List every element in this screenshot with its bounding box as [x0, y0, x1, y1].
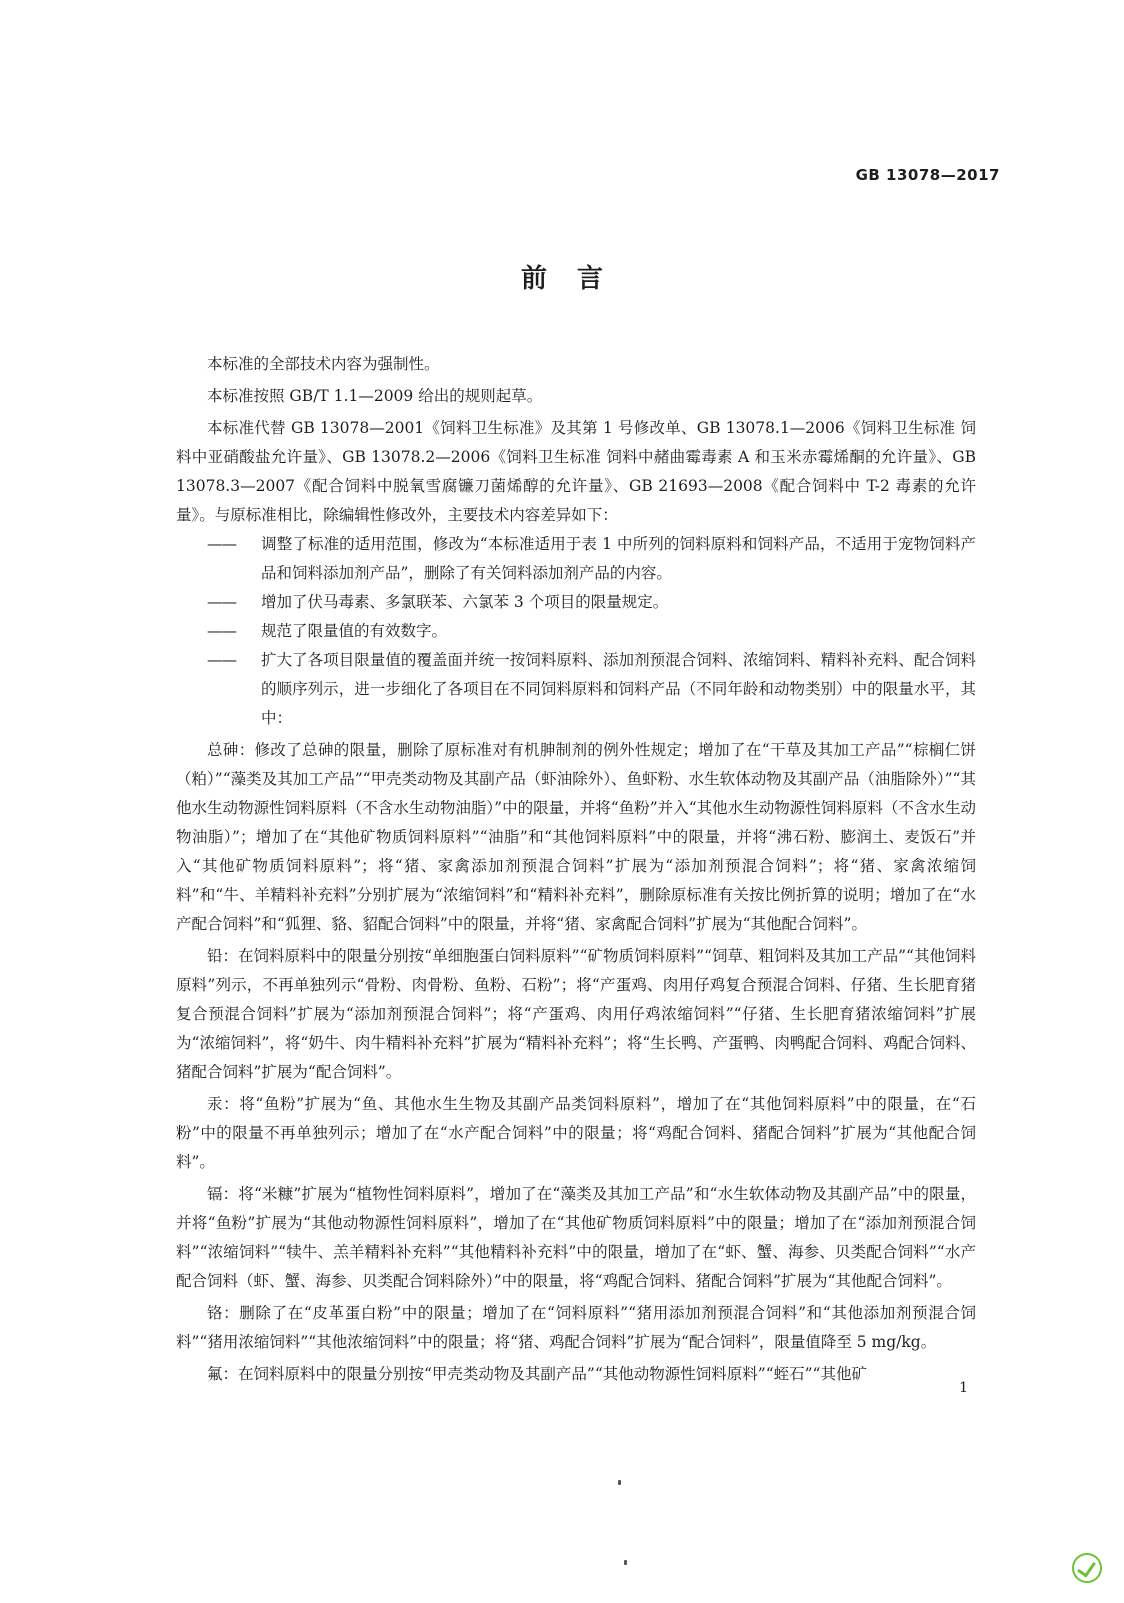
- list-marker: ——: [207, 622, 236, 640]
- watermark-logo-icon: [1072, 1553, 1102, 1583]
- detail-paragraph-arsenic: 总砷：修改了总砷的限量，删除了原标准对有机胂制剂的例外性规定；增加了在“干草及其加工产品”“棕榈仁饼（粕）”“藻类及其加工产品”“甲壳类动物及其副产品（虾油除外）、鱼虾粉、水生软体动物及其副产品（油脂除外）”“其他水生动物源性饲料原料（不含水生动物油脂）”中的限量，并将“鱼粉”并入“其他水生动物源性饲料原料（不含水生动物油脂）”；增加了在“其他矿物质饲料原料”“油脂”和“其他饲料原料”中的限量，并将“沸石粉、膨润土、麦饭石”并入“其他矿物质饲料原料”；将“猪、家禽添加剂预混合饲料”扩展为“添加剂预混合饲料”；将“猪、家禽浓缩饲料”和“牛、羊精料补充料”分别扩展为“浓缩饲料”和“精料补充料”，删除原标准有关按比例折算的说明；增加了在“水产配合饲料”和“狐狸、貉、貂配合饲料”中的限量，并将“猪、家禽配合饲料”扩展为“其他配合饲料”。: [176, 741, 976, 933]
- standard-number: GB 13078—2017: [855, 166, 1000, 184]
- list-item-text: 调整了标准的适用范围，修改为“本标准适用于表 1 中所列的饲料原料和饲料产品，不适用于宠物饲料产品和饲料添加剂产品”，删除了有关饲料添加剂产品的内容。: [261, 535, 976, 582]
- detail-paragraph-mercury: 汞：将“鱼粉”扩展为“鱼、其他水生生物及其副产品类饲料原料”，增加了在“其他饲料原料”中的限量，在“石粉”中的限量不再单独列示；增加了在“水产配合饲料”中的限量；将“鸡配合饲料、猪配合饲料”扩展为“其他配合饲料”。: [176, 1095, 976, 1171]
- list-item: [207, 530, 976, 588]
- scan-speck: [624, 1560, 627, 1565]
- detail-paragraph-chromium: 铬：删除了在“皮革蛋白粉”中的限量；增加了在“饲料原料”“猪用添加剂预混合饲料”和“其他添加剂预混合饲料”“猪用浓缩饲料”“其他浓缩饲料”中的限量；将“猪、鸡配合饲料”扩展为“配合饲料”，限量值降至 5 mg/kg。: [176, 1304, 976, 1351]
- list-item: [207, 617, 976, 646]
- page-number: 1: [959, 1380, 968, 1396]
- list-marker: ——: [207, 593, 236, 611]
- document-body: [176, 350, 976, 1389]
- list-item-text: 扩大了各项目限量值的覆盖面并统一按饲料原料、添加剂预混合饲料、浓缩饲料、精料补充料、配合饲料的顺序列示，进一步细化了各项目在不同饲料原料和饲料产品（不同年龄和动物类别）中的限量水平，其中：: [261, 651, 976, 727]
- page-title: 前言: [520, 264, 633, 294]
- list-marker: ——: [207, 651, 236, 669]
- detail-paragraph-lead: 铅：在饲料原料中的限量分别按“单细胞蛋白饲料原料”“矿物质饲料原料”“饲草、粗饲料及其加工产品”“其他饲料原料”列示，不再单独列示“骨粉、肉骨粉、鱼粉、石粉”；将“产蛋鸡、肉用仔鸡复合预混合饲料、仔猪、生长肥育猪复合预混合饲料”扩展为“添加剂预混合饲料”；将“产蛋鸡、肉用仔鸡浓缩饲料”“仔猪、生长肥育猪浓缩饲料”扩展为“浓缩饲料”，将“奶牛、肉牛精料补充料”扩展为“精料补充料”；将“生长鸭、产蛋鸭、肉鸭配合饲料、鸡配合饲料、猪配合饲料”扩展为“配合饲料”。: [176, 947, 976, 1081]
- paragraph: 本标准代替 GB 13078—2001《饲料卫生标准》及其第 1 号修改单、GB 13078.1—2006《饲料卫生标准 饲料中亚硝酸盐允许量》、GB 13078.2—2006《饲料卫生标准 饲料中赭曲霉毒素 A 和玉米赤霉烯酮的允许量》、GB 13078.3—2007《配合饲料中脱氧雪腐镰刀菌烯醇的允许量》、GB 21693—2008《配合饲料中 T-2 毒素的允许量》。与原标准相比，除编辑性修改外，主要技术内容差异如下：: [176, 419, 976, 524]
- list-item-text: 规范了限量值的有效数字。: [261, 622, 448, 640]
- list-item: [207, 588, 976, 617]
- list-item-text: 增加了伏马毒素、多氯联苯、六氯苯 3 个项目的限量规定。: [261, 593, 669, 611]
- detail-paragraph-fluorine: 氟：在饲料原料中的限量分别按“甲壳类动物及其副产品”“其他动物源性饲料原料”“蛭石”“其他矿: [207, 1365, 867, 1383]
- list-item: [207, 646, 976, 733]
- paragraph: 本标准按照 GB/T 1.1—2009 给出的规则起草。: [207, 387, 543, 405]
- scan-speck: [618, 1480, 621, 1485]
- paragraph: 本标准的全部技术内容为强制性。: [207, 355, 440, 373]
- detail-paragraph-cadmium: 镉：将“米糠”扩展为“植物性饲料原料”，增加了在“藻类及其加工产品”和“水生软体动物及其副产品”中的限量，并将“鱼粉”扩展为“其他动物源性饲料原料”，增加了在“其他矿物质饲料原料”中的限量；增加了在“添加剂预混合饲料”“浓缩饲料”“犊牛、羔羊精料补充料”“其他精料补充料”中的限量，增加了在“虾、蟹、海参、贝类配合饲料”“水产配合饲料（虾、蟹、海参、贝类配合饲料除外）”中的限量，将“鸡配合饲料、猪配合饲料”扩展为“其他配合饲料”。: [176, 1185, 976, 1290]
- list-marker: ——: [207, 535, 236, 553]
